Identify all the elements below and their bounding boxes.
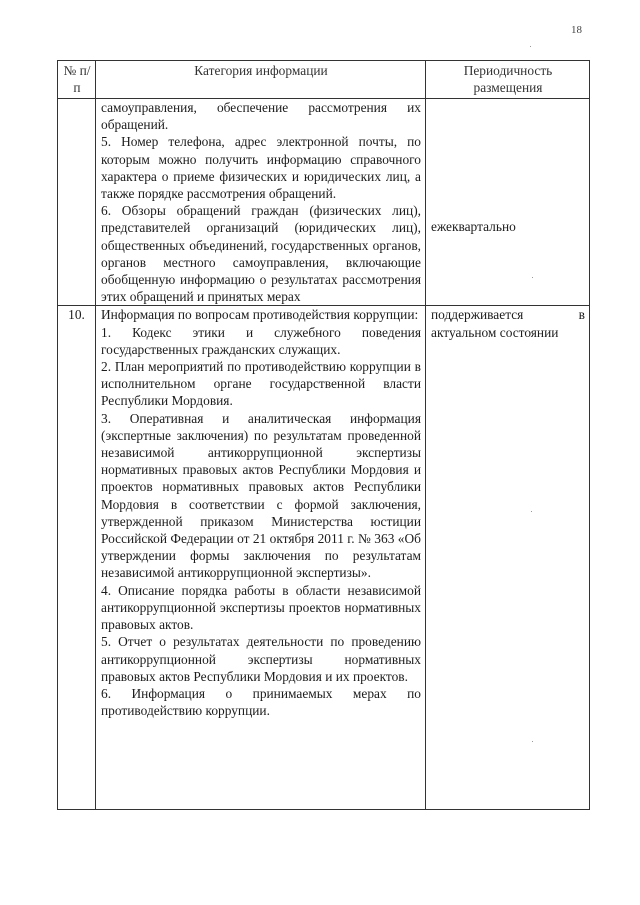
category-paragraph: 3. Оперативная и аналитическая информация (экспертные заключения) по результатам проведенной независимой антикоррупционной экспертизы нормативных правовых актов Республики Мордовия и проектов нормативных правовых актов Республики Мордовия в соответствии с формой заключения, утвержденной приказом Министерства юстиции Российской Федерации от 21 октября 2011 г. № 363 «Об утверждении формы заключения по результатам независимой антикоррупционной экспертизы».	[101, 410, 421, 581]
category-paragraph: Информация по вопросам противодействия коррупции:	[101, 307, 419, 323]
category-paragraph: 6. Информация о принимаемых мерах по противодействию коррупции.	[101, 685, 421, 719]
header-period: Периодичность размещения	[426, 61, 590, 99]
row-number	[58, 99, 96, 306]
category-paragraph: 6. Обзоры обращений граждан (физических лиц), представителей организаций (юридических лиц), общественных объединений, государственных органов, органов местного самоуправления, включающие обобщенную информацию о результатах рассмотрения этих обращений и принятых мерах	[101, 203, 421, 305]
period-value: поддерживается в актуальном состоянии	[431, 307, 585, 340]
category-cell	[96, 99, 426, 306]
period-value: ежеквартально	[431, 219, 516, 234]
header-category: Категория информации	[96, 61, 426, 99]
category-cell	[96, 306, 426, 810]
period-cell	[426, 99, 590, 306]
row-number: 10.	[58, 306, 96, 810]
category-paragraph: 1. Кодекс этики и служебного поведения государственных гражданских служащих.	[101, 324, 421, 357]
table-row	[58, 306, 590, 810]
information-table	[57, 60, 590, 810]
scan-speck	[532, 277, 533, 278]
category-paragraph: 5. Отчет о результатах деятельности по проведению антикоррупционной экспертизы нормативных правовых актов Республики Мордовия и их проектов.	[101, 634, 421, 684]
category-paragraph: 5. Номер телефона, адрес электронной почты, по которым можно получить информацию справочного характера о приеме физических и юридических лиц, а также порядке рассмотрения обращений.	[101, 134, 421, 202]
period-cell	[426, 306, 590, 810]
category-paragraph: 4. Описание порядка работы в области независимой антикоррупционной экспертизы проектов нормативных правовых актов.	[101, 582, 421, 633]
table-header-row	[58, 61, 590, 99]
category-paragraph: самоуправления, обеспечение рассмотрения их обращений.	[101, 100, 421, 133]
header-number: № п/п	[58, 61, 96, 99]
scan-speck	[531, 511, 532, 512]
page-number: 18	[571, 24, 582, 36]
scan-speck	[530, 46, 531, 47]
scan-speck	[532, 741, 533, 742]
table-row	[58, 99, 590, 306]
category-paragraph: 2. План мероприятий по противодействию коррупции в исполнительном органе государственной власти Республики Мордовия.	[101, 359, 421, 409]
